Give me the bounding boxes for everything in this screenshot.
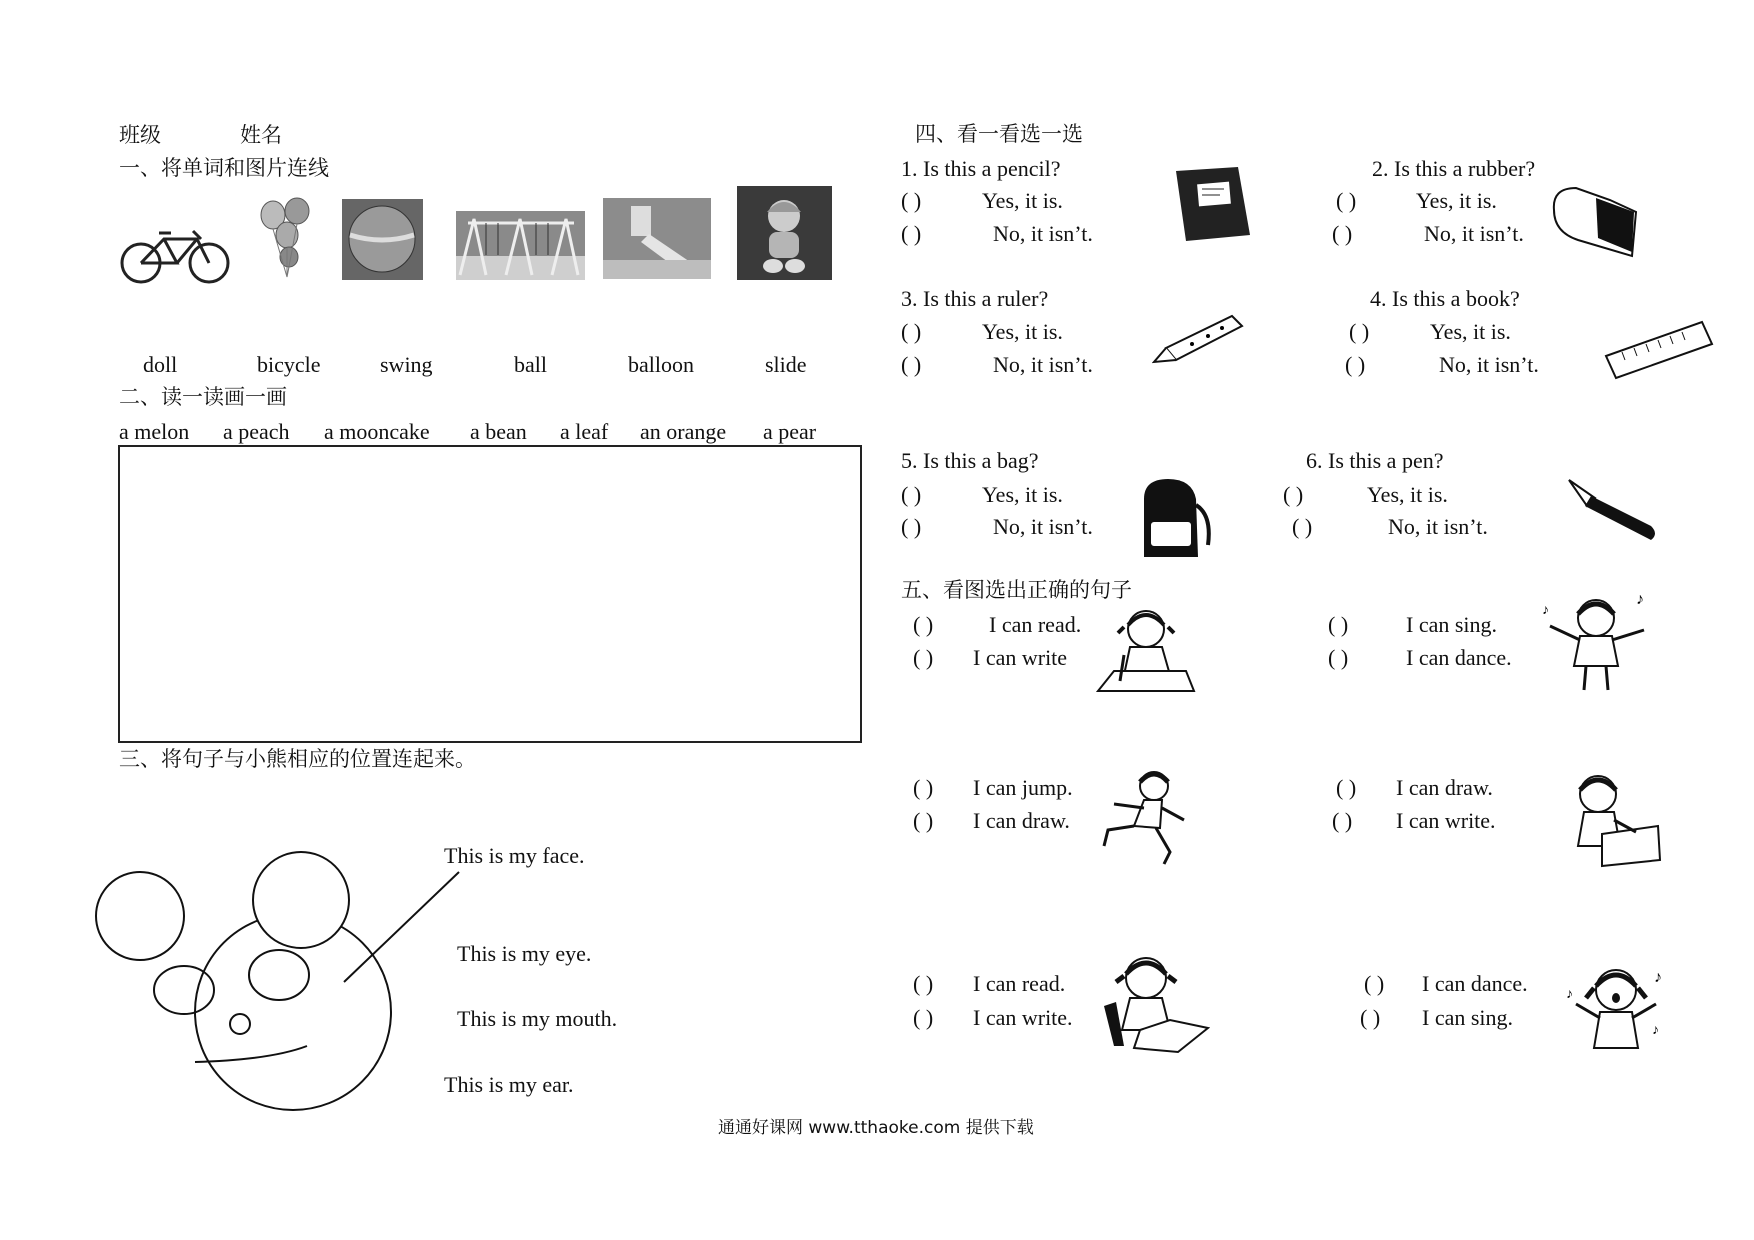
doll-picture	[737, 186, 832, 280]
fountain-pen-picture	[1565, 476, 1661, 544]
sentence-eye: This is my eye.	[457, 941, 592, 966]
answer-bracket[interactable]: ( )	[901, 514, 922, 539]
class-label: 班级	[119, 123, 161, 147]
schoolbag-picture	[1132, 475, 1215, 560]
answer-bracket[interactable]: ( )	[913, 808, 934, 833]
ruler-picture	[1602, 316, 1714, 382]
answer-bracket[interactable]: ( )	[913, 612, 934, 637]
answer-yes: Yes, it is.	[982, 188, 1063, 213]
draw-item: a pear	[763, 419, 817, 444]
slide-picture	[603, 198, 711, 279]
draw-item: a peach	[223, 419, 290, 444]
answer-bracket[interactable]: ( )	[1336, 775, 1357, 800]
choice-a: I can dance.	[1422, 971, 1528, 996]
answer-yes: Yes, it is.	[982, 319, 1063, 344]
answer-bracket[interactable]: ( )	[901, 482, 922, 507]
answer-bracket[interactable]: ( )	[913, 971, 934, 996]
choice-b: I can write.	[1396, 808, 1496, 833]
choice-a: I can sing.	[1406, 612, 1498, 637]
girl-drawing-picture	[1562, 770, 1662, 870]
draw-item: a leaf	[560, 419, 609, 444]
sentence-ear: This is my ear.	[444, 1072, 574, 1097]
answer-no: No, it isn’t.	[1388, 514, 1488, 539]
choice-b: I can draw.	[973, 808, 1070, 833]
word-bicycle: bicycle	[257, 352, 321, 377]
answer-bracket[interactable]: ( )	[1360, 1005, 1381, 1030]
girl-reading-picture	[1100, 950, 1210, 1056]
sentence-face: This is my face.	[444, 843, 585, 868]
answer-bracket[interactable]: ( )	[901, 221, 922, 246]
bicycle-picture	[119, 225, 232, 285]
footer-text: 通通好课网 www.tthaoke.com 提供下载	[718, 1118, 1034, 1138]
draw-item: a bean	[470, 419, 527, 444]
eraser-picture	[1548, 180, 1640, 264]
choice-b: I can write	[973, 645, 1068, 670]
draw-item: a melon	[119, 419, 190, 444]
answer-bracket[interactable]: ( )	[901, 352, 922, 377]
balloon-picture	[253, 197, 321, 281]
answer-bracket[interactable]: ( )	[1328, 612, 1349, 637]
section2-title: 二、读一读画一画	[119, 385, 287, 409]
answer-no: No, it isn’t.	[993, 352, 1093, 377]
girl-writing-picture	[1094, 605, 1199, 695]
answer-bracket[interactable]: ( )	[1364, 971, 1385, 996]
girl-singing-picture	[1566, 962, 1666, 1062]
answer-bracket[interactable]: ( )	[1332, 808, 1353, 833]
draw-item: a mooncake	[324, 419, 430, 444]
choice-a: I can read.	[973, 971, 1066, 996]
answer-bracket[interactable]: ( )	[1328, 645, 1349, 670]
question-1: 1. Is this a pencil?	[901, 156, 1061, 181]
answer-bracket[interactable]: ( )	[1336, 188, 1357, 213]
draw-item: an orange	[640, 419, 727, 444]
answer-yes: Yes, it is.	[982, 482, 1063, 507]
name-label: 姓名	[240, 123, 282, 147]
choice-b: I can dance.	[1406, 645, 1512, 670]
answer-bracket[interactable]: ( )	[1292, 514, 1313, 539]
section4-title: 四、看一看选一选	[915, 122, 1083, 146]
word-balloon: balloon	[628, 352, 694, 377]
answer-no: No, it isn’t.	[1439, 352, 1539, 377]
answer-no: No, it isn’t.	[993, 221, 1093, 246]
bear-face-drawing	[95, 850, 470, 1120]
sentence-mouth: This is my mouth.	[457, 1006, 618, 1031]
word-slide: slide	[765, 352, 807, 377]
girl-dancing-picture	[1540, 590, 1654, 695]
answer-yes: Yes, it is.	[1430, 319, 1511, 344]
answer-no: No, it isn’t.	[993, 514, 1093, 539]
answer-bracket[interactable]: ( )	[913, 645, 934, 670]
answer-no: No, it isn’t.	[1424, 221, 1524, 246]
word-swing: swing	[380, 352, 433, 377]
answer-bracket[interactable]: ( )	[913, 775, 934, 800]
answer-yes: Yes, it is.	[1367, 482, 1448, 507]
notebook-picture	[1172, 165, 1254, 243]
swing-picture	[456, 211, 585, 280]
section5-title: 五、看图选出正确的句子	[901, 578, 1132, 602]
answer-bracket[interactable]: ( )	[1332, 221, 1353, 246]
ball-picture	[342, 199, 423, 280]
choice-a: I can jump.	[973, 775, 1073, 800]
word-ball: ball	[514, 352, 547, 377]
answer-bracket[interactable]: ( )	[901, 188, 922, 213]
svg-text:♪: ♪	[1636, 591, 1644, 608]
svg-text:♪: ♪	[1542, 603, 1549, 618]
svg-text:♪: ♪	[1654, 969, 1662, 986]
question-2: 2. Is this a rubber?	[1372, 156, 1536, 181]
question-6: 6. Is this a pen?	[1306, 448, 1444, 473]
word-doll: doll	[143, 352, 178, 377]
answer-bracket[interactable]: ( )	[1349, 319, 1370, 344]
answer-bracket[interactable]: ( )	[901, 319, 922, 344]
question-4: 4. Is this a book?	[1370, 286, 1520, 311]
answer-bracket[interactable]: ( )	[1283, 482, 1304, 507]
choice-a: I can read.	[989, 612, 1082, 637]
answer-yes: Yes, it is.	[1416, 188, 1497, 213]
svg-text:♪: ♪	[1652, 1023, 1659, 1038]
choice-b: I can write.	[973, 1005, 1073, 1030]
svg-text:♪: ♪	[1566, 987, 1573, 1002]
question-5: 5. Is this a bag?	[901, 448, 1039, 473]
question-3: 3. Is this a ruler?	[901, 286, 1049, 311]
section1-title: 一、将单词和图片连线	[119, 156, 329, 180]
section3-title: 三、将句子与小熊相应的位置连起来。	[119, 747, 476, 771]
choice-b: I can sing.	[1422, 1005, 1514, 1030]
boy-jumping-picture	[1094, 768, 1194, 870]
choice-a: I can draw.	[1396, 775, 1493, 800]
drawing-area[interactable]	[118, 445, 862, 743]
pencil-picture	[1152, 312, 1246, 364]
answer-bracket[interactable]: ( )	[1345, 352, 1366, 377]
answer-bracket[interactable]: ( )	[913, 1005, 934, 1030]
